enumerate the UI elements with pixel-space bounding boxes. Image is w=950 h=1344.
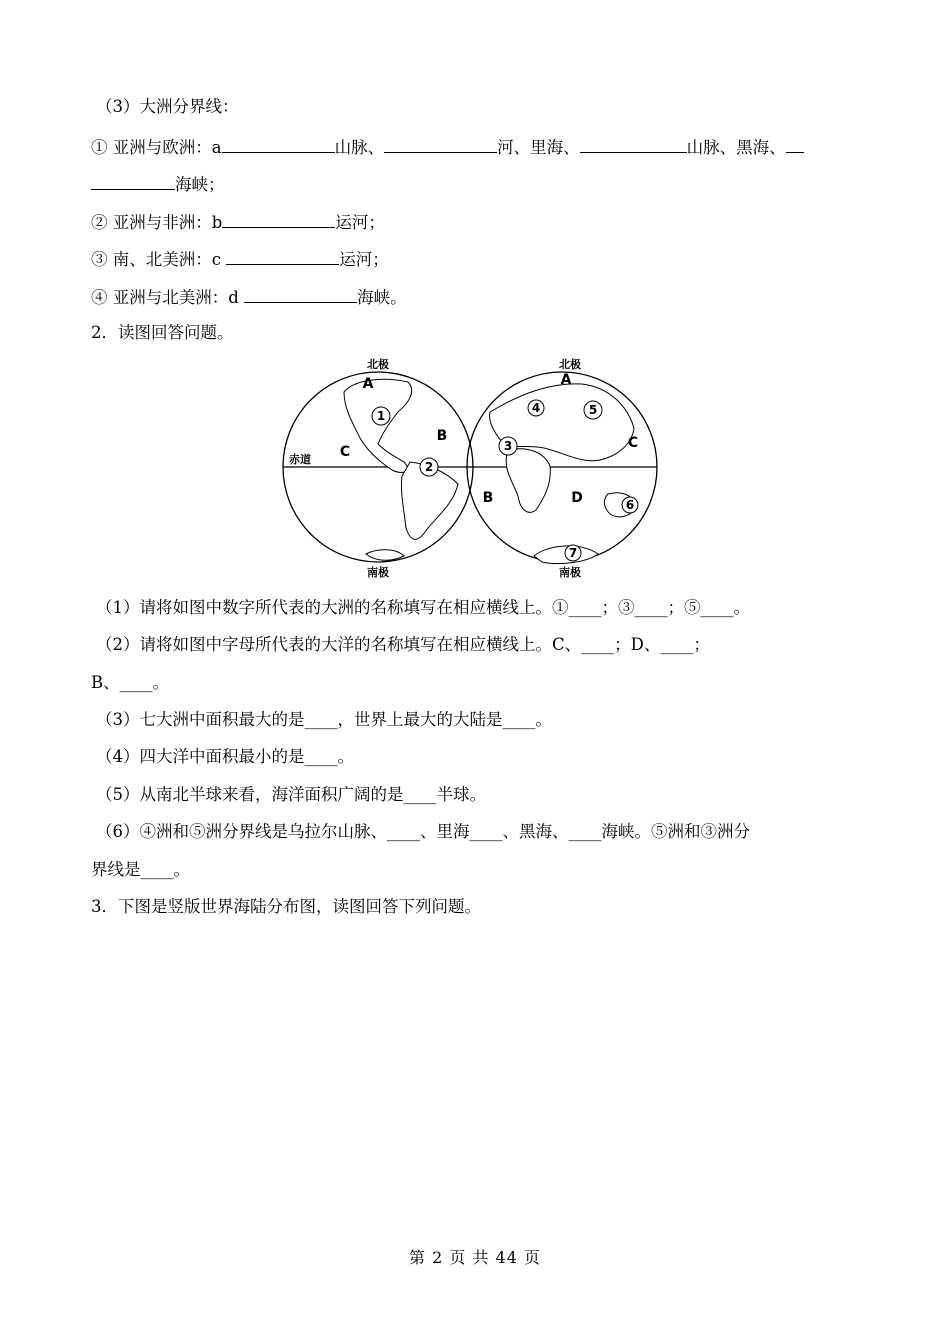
south-pole-label-right: 南极 <box>559 566 581 579</box>
ocean-b-left: B <box>436 428 448 444</box>
marker-6: 6 <box>625 498 635 512</box>
south-pole-label-left: 南极 <box>367 566 389 579</box>
blank[interactable] <box>222 136 335 153</box>
marker-3: 3 <box>503 439 513 453</box>
q2-sub2: （2）请将如图中字母所代表的大洋的名称填写在相应横线上。C、____；D、____； <box>96 635 710 654</box>
marker-1: 1 <box>376 409 386 423</box>
equator-label: 赤道 <box>289 453 311 466</box>
page-footer: 第 2 页 共 44 页 <box>409 1248 541 1267</box>
world-map-figure <box>282 352 658 582</box>
q2-title: 2．读图回答问题。 <box>91 323 234 342</box>
marker-4: 4 <box>531 401 541 415</box>
world-map <box>282 352 658 582</box>
antarctica-west-shape <box>366 550 404 561</box>
blank[interactable] <box>384 136 497 153</box>
blank[interactable] <box>786 136 804 153</box>
marker-5: 5 <box>588 403 598 417</box>
q3-title: 3．下图是竖版世界海陆分布图，读图回答下列问题。 <box>91 897 481 916</box>
q1-3-line1: ① 亚洲与欧洲：a 山脉、 河、里海、 山脉、黑海、 <box>91 136 804 158</box>
ocean-a-left: A <box>362 376 374 392</box>
q2-sub6-cont: 界线是____。 <box>91 860 190 879</box>
ocean-d: D <box>571 490 583 506</box>
q2-sub3: （3）七大洲中面积最大的是____，世界上最大的大陆是____。 <box>96 710 552 729</box>
blank[interactable] <box>222 211 335 228</box>
north-pole-label-right: 北极 <box>559 358 581 371</box>
north-america-shape <box>344 379 412 472</box>
ocean-c-left: C <box>339 444 351 460</box>
blank[interactable] <box>580 136 687 153</box>
q1-3-line1-cont: 海峡； <box>91 173 225 195</box>
blank[interactable] <box>226 248 339 265</box>
marker-7: 7 <box>568 546 578 560</box>
ocean-b-right: B <box>482 490 494 506</box>
q1-3-line2: ② 亚洲与非洲：b 运河； <box>91 213 385 232</box>
north-pole-label-left: 北极 <box>367 358 389 371</box>
q2-sub2-cont: B、____。 <box>91 673 170 692</box>
blank[interactable] <box>91 173 175 190</box>
q2-sub1: （1）请将如图中数字所代表的大洲的名称填写在相应横线上。①____；③____；⑤____。 <box>96 598 750 617</box>
ocean-c-right: C <box>627 435 639 451</box>
q2-sub4: （4）四大洋中面积最小的是____。 <box>96 747 354 766</box>
q1-3-line4: ④ 亚洲与北美洲：d 海峡。 <box>91 288 407 307</box>
ocean-a-right: A <box>560 372 572 388</box>
q2-sub6: （6）④洲和⑤洲分界线是乌拉尔山脉、____、里海____、黑海、____海峡。⑤洲和③洲分 <box>96 822 750 841</box>
marker-2: 2 <box>424 460 434 474</box>
africa-shape <box>506 449 550 513</box>
q1-3-line3: ③ 南、北美洲：c 运河； <box>91 250 389 269</box>
blank[interactable] <box>244 286 357 303</box>
q1-3-title: （3）大洲分界线： <box>96 97 239 116</box>
q2-sub5: （5）从南北半球来看，海洋面积广阔的是____半球。 <box>96 785 486 804</box>
